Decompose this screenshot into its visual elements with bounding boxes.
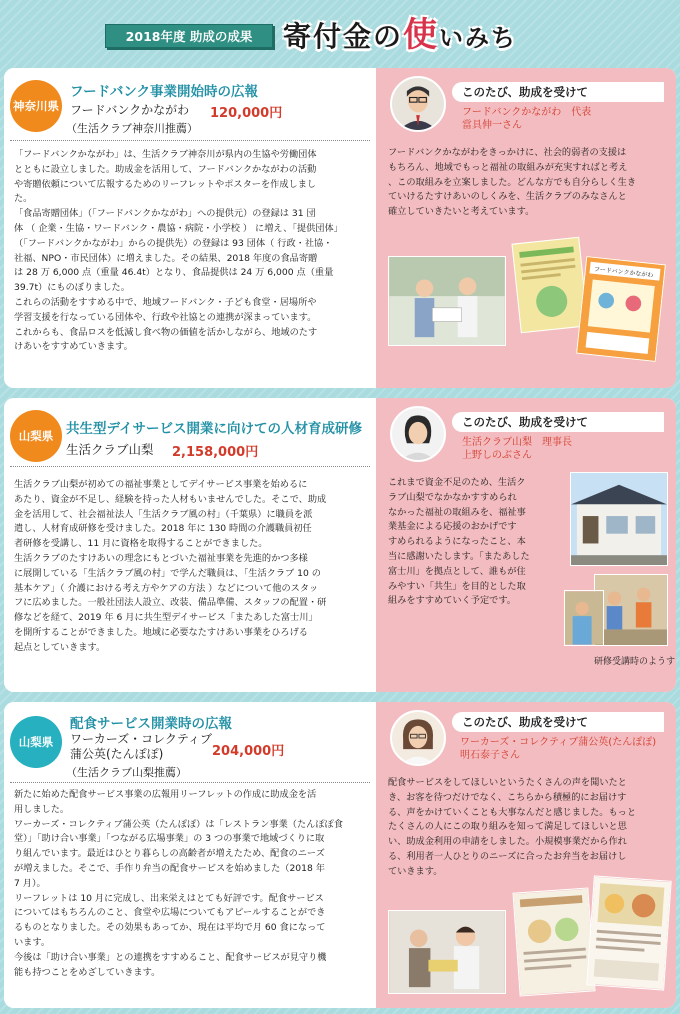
project-title: 配食サービス開業時の広報 bbox=[70, 716, 232, 732]
recommendation-note: （生活クラブ神奈川推薦） bbox=[66, 122, 198, 135]
leaflet-image-4 bbox=[586, 875, 671, 990]
training-photo bbox=[594, 574, 668, 646]
prefecture-badge: 神奈川県 bbox=[10, 80, 62, 132]
prefecture-badge: 山梨県 bbox=[10, 716, 62, 768]
title-red-char: 使 bbox=[403, 15, 440, 55]
facility-photo bbox=[570, 472, 668, 566]
leaflet-image-2 bbox=[576, 256, 666, 362]
title-part2: いみち bbox=[439, 24, 518, 52]
grant-amount: 204,000円 bbox=[212, 744, 285, 759]
divider bbox=[10, 782, 370, 783]
section-right-panel bbox=[376, 398, 676, 692]
grant-amount: 2,158,000円 bbox=[172, 445, 259, 460]
section-left-panel bbox=[4, 68, 376, 388]
leaflet-image-1 bbox=[511, 237, 588, 334]
receiving-label: このたび、助成を受けて bbox=[452, 712, 664, 732]
avatar-representative bbox=[390, 76, 446, 132]
person-photo-icon bbox=[392, 78, 444, 130]
receiving-label: このたび、助成を受けて bbox=[452, 412, 664, 432]
organization-name: フードバンクかながわ bbox=[70, 103, 190, 117]
divider bbox=[10, 466, 370, 467]
section-kanagawa bbox=[4, 68, 676, 388]
person-photo-icon bbox=[392, 712, 444, 764]
project-title: 共生型デイサービス開業に向けての人材育成研修 bbox=[66, 421, 363, 437]
delivery-photo bbox=[388, 910, 506, 994]
leaflet-image-3 bbox=[512, 887, 595, 996]
prefecture-badge: 山梨県 bbox=[10, 410, 62, 462]
section-left-panel bbox=[4, 702, 376, 1008]
year-badge: 2018年度 助成の成果 bbox=[105, 24, 273, 48]
photo-caption: 研修受講時のようす bbox=[594, 657, 676, 667]
grant-amount: 120,000円 bbox=[210, 106, 283, 121]
body-text: 新たに始めた配食サービス事業の広報用リーフレットの作成に助成金を活 用しました。 ワーカーズ・コレクティブ蒲公英（たんぽぽ）は「レストラン事業（たんぽぽ食 堂）」「助け合い事業」「つながる広場事業」の 3 つの事業で地域づくりに取 り組んでいます。最近はひとり暮らしの高齢者が増えたため、配食のニーズ が増えました。そこで、手作り弁当の配食サービスを始めました（2018 年 7 月）。 リーフレットは 10 月に完成し、出来栄えはとても好評です。配食サービス についてはもちろんのこと、食堂や広場についてもアピールすることができ るものとなりました。その効果もあってか、現在は平均で月 60 食になって います。 今後は「助け合い事業」との連携をすすめること、配食サービスが見守り機 能も持つことをめざしていきます。 bbox=[14, 789, 343, 978]
person-name: フードバンクかながわ 代表 當具伸一さん bbox=[462, 107, 592, 131]
header bbox=[0, 0, 680, 66]
recommendation-note: （生活クラブ山梨推薦） bbox=[66, 766, 187, 779]
body-text: 「フードバンクかながわ」は、生活クラブ神奈川が県内の生協や労働団体 とともに設立しました。助成金を活用して、フードバンクかながわの活動 や寄贈依頼について広報するためのリーフレットやポスターを作成しまし た。 「食品寄贈団体」（「フードバンクかながわ」への提供元）の登録は 31 団 体 （ 企業・生協・ワードバンク・農協・病院・小学校 ） に増え、「提供団体」 （「フードバンクかながわ」からの提供先）の登録は 93 団体（ 行政・社協・ 社福、NPO・市民団体）に増えました。その結果、2018 年度の食品寄贈 は 28 万 6,000 点（重量 46.4t）となり、食品提供は 24 万 6,000 点（重量 39.7t）にものぼりました。 これらの活動をすすめる中で、地域フードバンク・子ども食堂・居場所や 学習支援を行なっている団体や、行政や社協との連携が深まっています。 これからも、食品ロスを低減し食べ物の価値を活かしながら、地域のたす けあいをすすめていきます。 bbox=[14, 149, 343, 353]
section-right-panel bbox=[376, 68, 676, 388]
person-name: ワーカーズ・コレクティブ蒲公英(たんぽぽ) 明石泰子さん bbox=[460, 737, 657, 761]
avatar-chairperson bbox=[390, 406, 446, 462]
message-text: フードバンクかながわをきっかけに、社会的弱者の支援は もちろん、地域でもっと福祉の取組みが充実すればと考え 、この取組みを立案しました。どんな方でも自分らしく生き ていけるたすけあいのしくみを、生活クラブのみなさんと 確立していきたいと考えています。 bbox=[388, 147, 637, 218]
person-name: 生活クラブ山梨 理事長 上野しのぶさん bbox=[462, 437, 572, 461]
organization-name: ワーカーズ・コレクティブ 蒲公英(たんぽぽ) bbox=[70, 732, 212, 761]
divider bbox=[10, 140, 370, 141]
leaflet-title: フードバンクかながわ bbox=[593, 265, 654, 280]
section-yamanashi-1 bbox=[4, 398, 676, 692]
body-text: 生活クラブ山梨が初めての福祉事業としてデイサービス事業を始めるに あたり、資金が不足し、経験を持った人材もいませんでした。そこで、助成 金を活用して、社会福祉法人「生活クラブ風の村」（千葉県）に職員を派 遣し、人材育成研修を受けました。2018 年に 130 時間の介護職員初任 者研修を受講し、11 月に資格を取得することができました。 生活クラブのたすけあいの理念にもとづいた福祉事業を先進的かつ多様 に展開している「生活クラブ風の村」で学んだ職員は、「生活クラブ 10 の 基本ケア」（ 介護における考え方やケアの方法 ）などについて他のスタッ フに広めました。一般社団法人設立、改装、備品準備、スタッフの配置・研 修などを経て、2019 年 6 月に共生型デイサービス「またあした富士川」 を開所することができました。地域に必要なたすけあい事業をひろげる 起点としていきます。 bbox=[14, 479, 327, 653]
training-photo-2 bbox=[564, 590, 604, 646]
section-yamanashi-2 bbox=[4, 702, 676, 1008]
message-text: これまで資金不足のため、生活ク ラブ山梨でなかなかすすめられ なかった福祉の取組みを、福祉事 業基金による応援のおかげです すめられるようになったこと、本 当に感謝いたします。「またあした 富士川」を拠点として、誰もが住 みやすい「共生」を目的とした取 組みをすすめていく予定です。 bbox=[388, 477, 530, 607]
project-title: フードバンク事業開始時の広報 bbox=[70, 84, 259, 100]
organization-name: 生活クラブ山梨 bbox=[66, 442, 154, 457]
message-text: 配食サービスをしてほしいというたくさんの声を聞いたと き、お客を待つだけでなく、こちらから積極的にお届けす る、声をかけていくことも大事なんだと感じました。もっと たくさんの人にこの取り組みを知って満足してほしいと思 い、助成金利用の申請をしました。小規模事業だから作れ る、利用者一人ひとりのニーズに合ったお弁当をお届けし ていきます。 bbox=[388, 777, 637, 877]
title-part1: 寄付金の bbox=[283, 20, 404, 53]
page-title bbox=[283, 12, 583, 58]
avatar-representative bbox=[390, 710, 446, 766]
handover-photo bbox=[388, 256, 506, 346]
section-right-panel bbox=[376, 702, 676, 1008]
person-photo-icon bbox=[392, 408, 444, 460]
section-left-panel bbox=[4, 398, 376, 692]
receiving-label: このたび、助成を受けて bbox=[452, 82, 664, 102]
